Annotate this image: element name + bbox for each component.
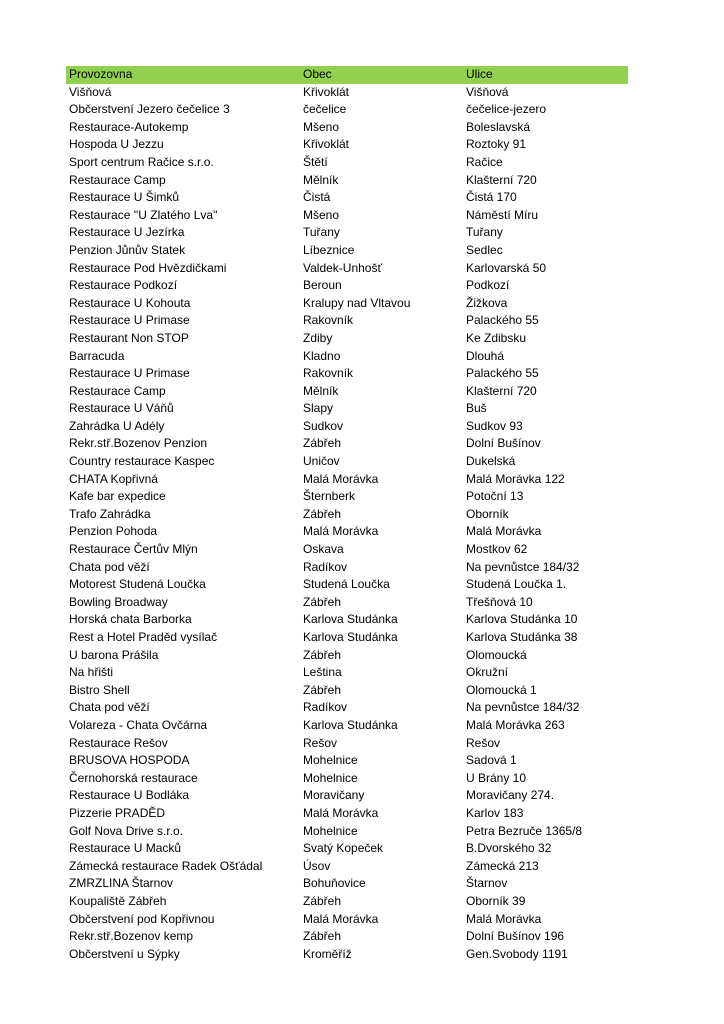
cell-obec: Mšeno	[303, 119, 340, 134]
cell-obec: Zábřeh	[303, 436, 342, 451]
cell-provozovna: Zámecká restaurace Radek Ošťádal	[69, 858, 263, 873]
cell-ulice: Roztoky 91	[466, 137, 527, 152]
table-row	[66, 418, 628, 436]
header-ulice: Ulice	[466, 67, 493, 81]
cell-ulice: Studená Loučka 1.	[466, 577, 567, 592]
cell-obec: Mohelnice	[303, 823, 358, 838]
table-row	[66, 858, 628, 876]
cell-provozovna: Hospoda U Jezzu	[69, 137, 164, 152]
table-row	[66, 172, 628, 190]
table-row	[66, 471, 628, 489]
cell-ulice: B.Dvorského 32	[466, 841, 552, 856]
table-row	[66, 506, 628, 524]
cell-provozovna: Občerstvení pod Kopřivnou	[69, 911, 215, 926]
cell-ulice: Boleslavská	[466, 119, 531, 134]
table-row	[66, 823, 628, 841]
table-body	[66, 84, 628, 964]
cell-provozovna: Restaurace Podkozí	[69, 278, 178, 293]
cell-obec: Kladno	[303, 348, 341, 363]
cell-provozovna: Občerstvení u Sýpky	[69, 946, 180, 961]
cell-ulice: Moravičany 274.	[466, 788, 555, 803]
cell-obec: Malá Morávka	[303, 471, 379, 486]
cell-ulice: Buš	[466, 401, 487, 416]
cell-ulice: Račice	[466, 154, 503, 169]
table-row	[66, 523, 628, 541]
cell-obec: Beroun	[303, 278, 342, 293]
header-provozovna: Provozovna	[69, 67, 133, 81]
cell-obec: Studená Loučka	[303, 577, 390, 592]
cell-provozovna: Restaurace U Macků	[69, 841, 182, 856]
cell-ulice: Sedlec	[466, 242, 503, 257]
cell-provozovna: Višňová	[69, 84, 112, 99]
cell-ulice: Olomoucká	[466, 647, 527, 662]
cell-ulice: Malá Morávka	[466, 524, 542, 539]
cell-obec: Mohelnice	[303, 753, 358, 768]
cell-obec: Slapy	[303, 401, 334, 416]
cell-obec: Rakovník	[303, 313, 354, 328]
cell-provozovna: Chata pod věží	[69, 700, 150, 715]
table-row	[66, 330, 628, 348]
table-row	[66, 875, 628, 893]
cell-provozovna: Motorest Studená Loučka	[69, 577, 206, 592]
cell-obec: Radíkov	[303, 559, 348, 574]
cell-ulice: Dukelská	[466, 454, 516, 469]
cell-obec: Křivoklát	[303, 84, 350, 99]
cell-ulice: Karlovarská 50	[466, 260, 547, 275]
table-row	[66, 383, 628, 401]
cell-ulice: Dlouhá	[466, 348, 505, 363]
cell-ulice: Na pevnůstce 184/32	[466, 700, 580, 715]
cell-obec: Zdiby	[303, 330, 333, 345]
spreadsheet-table	[66, 66, 628, 963]
cell-obec: Rakovník	[303, 366, 354, 381]
table-row	[66, 559, 628, 577]
cell-obec: Valdek-Unhošť	[303, 260, 382, 275]
table-row	[66, 260, 628, 278]
table-row	[66, 594, 628, 612]
cell-provozovna: Rekr.stř.Bozenov kemp	[69, 929, 194, 944]
cell-obec: Karlova Studánka	[303, 630, 398, 644]
cell-provozovna: Chata pod věží	[69, 559, 150, 574]
table-row	[66, 699, 628, 717]
table-row	[66, 84, 628, 102]
cell-ulice: Rešov	[466, 735, 501, 750]
cell-ulice: Klašterní 720	[466, 383, 537, 398]
cell-ulice: Mostkov 62	[466, 542, 528, 557]
cell-obec: Leština	[303, 665, 342, 680]
table-row	[66, 664, 628, 682]
cell-provozovna: Bistro Shell	[69, 682, 130, 697]
cell-provozovna: Penzion Jůnův Statek	[69, 242, 186, 257]
cell-ulice: Palackého 55	[466, 313, 539, 328]
cell-ulice: Klašterní 720	[466, 172, 537, 187]
table-row	[66, 576, 628, 594]
cell-provozovna: Restaurace ''U Zlatého Lva''	[69, 207, 218, 222]
table-row	[66, 611, 628, 629]
cell-provozovna: Restaurace Rešov	[69, 735, 168, 750]
cell-provozovna: Restaurace-Autokemp	[69, 119, 189, 134]
cell-ulice: Okružní	[466, 665, 509, 680]
table-row	[66, 735, 628, 753]
table-row	[66, 435, 628, 453]
table-row	[66, 136, 628, 154]
cell-obec: Zábřeh	[303, 506, 342, 521]
cell-ulice: Tuřany	[466, 225, 503, 240]
cell-obec: Čistá	[303, 190, 331, 205]
table-row	[66, 946, 628, 964]
cell-ulice: Zámecká 213	[466, 858, 539, 873]
cell-ulice: Náměstí Míru	[466, 207, 539, 222]
cell-obec: Mšeno	[303, 207, 340, 222]
cell-provozovna: Barracuda	[69, 348, 125, 363]
table-row	[66, 647, 628, 665]
cell-provozovna: Restaurace U Šimků	[69, 190, 180, 205]
cell-obec: čečelice	[303, 102, 347, 117]
cell-ulice: Sadová 1	[466, 753, 517, 768]
table-row	[66, 682, 628, 700]
table-row	[66, 189, 628, 207]
table-row	[66, 312, 628, 330]
cell-provozovna: Na hřišti	[69, 665, 114, 680]
cell-provozovna: Restaurace U Primase	[69, 366, 190, 381]
cell-ulice: Dolní Bušínov	[466, 436, 541, 451]
cell-provozovna: CHATA Kopřivná	[69, 471, 158, 486]
table-row	[66, 787, 628, 805]
cell-provozovna: Koupaliště Zábřeh	[69, 893, 167, 908]
cell-obec: Oskava	[303, 542, 344, 557]
cell-provozovna: BRUSOVA HOSPODA	[69, 753, 190, 768]
cell-obec: Karlova Studánka	[303, 612, 398, 627]
table-row	[66, 400, 628, 418]
cell-ulice: Podkozí	[466, 278, 510, 293]
table-row	[66, 928, 628, 946]
cell-ulice: U Brány 10	[466, 770, 527, 785]
cell-provozovna: Restaurace Čertův Mlýn	[69, 542, 198, 557]
cell-obec: Líbeznice	[303, 242, 355, 257]
cell-ulice: Oborník	[466, 506, 509, 521]
cell-obec: Štětí	[303, 154, 328, 169]
cell-provozovna: Volareza - Chata Ovčárna	[69, 717, 208, 732]
cell-ulice: Žižkova	[466, 295, 508, 310]
cell-provozovna: Pizzerie PRADĚD	[69, 805, 166, 820]
cell-obec: Kroměříž	[303, 946, 352, 961]
cell-ulice: Třešňová 10	[466, 594, 533, 609]
cell-ulice: čečelice-jezero	[466, 102, 547, 117]
cell-obec: Kralupy nad Vltavou	[303, 295, 411, 310]
cell-obec: Šternberk	[303, 489, 356, 504]
cell-provozovna: Bowling Broadway	[69, 594, 168, 609]
cell-provozovna: Horská chata Barborka	[69, 612, 192, 627]
cell-obec: Zábřeh	[303, 893, 342, 908]
cell-provozovna: Restaurace U Bodláka	[69, 788, 190, 803]
cell-provozovna: Občerstvení Jezero čečelice 3	[69, 102, 230, 117]
cell-ulice: Oborník 39	[466, 893, 526, 908]
cell-provozovna: Trafo Zahrádka	[69, 506, 151, 521]
cell-ulice: Dolní Bušínov 196	[466, 929, 565, 944]
header-obec: Obec	[303, 67, 332, 81]
table-row	[66, 805, 628, 823]
cell-provozovna: Restaurace Camp	[69, 383, 166, 398]
cell-provozovna: Kafe bar expedice	[69, 489, 166, 504]
cell-obec: Zábřeh	[303, 647, 342, 662]
cell-ulice: Potoční 13	[466, 489, 524, 504]
cell-obec: Malá Morávka	[303, 524, 379, 539]
cell-obec: Svatý Kopeček	[303, 841, 384, 856]
table-row	[66, 717, 628, 735]
cell-obec: Zábřeh	[303, 682, 342, 697]
cell-obec: Mělník	[303, 383, 339, 398]
cell-obec: Moravičany	[303, 788, 365, 803]
table-row	[66, 224, 628, 242]
cell-ulice: Višňová	[466, 84, 509, 99]
cell-obec: Zábřeh	[303, 594, 342, 609]
cell-provozovna: Restaurace U Váňů	[69, 401, 174, 416]
cell-obec: Mělník	[303, 172, 339, 187]
table-row	[66, 453, 628, 471]
cell-provozovna: U barona Prášila	[69, 647, 159, 662]
table-row	[66, 629, 628, 647]
cell-obec: Bohuňovice	[303, 876, 366, 891]
table-row	[66, 365, 628, 383]
cell-provozovna: Penzion Pohoda	[69, 524, 158, 539]
cell-obec: Křivoklát	[303, 137, 350, 152]
cell-ulice: Karlova Studánka 38	[466, 630, 578, 644]
cell-ulice: Gen.Svobody 1191	[466, 946, 568, 961]
table-row	[66, 893, 628, 911]
cell-provozovna: Zahrádka U Adély	[69, 418, 165, 433]
cell-obec: Sudkov	[303, 418, 344, 433]
cell-obec: Radíkov	[303, 700, 348, 715]
table-row	[66, 840, 628, 858]
cell-obec: Tuřany	[303, 225, 340, 240]
cell-obec: Uničov	[303, 454, 340, 469]
cell-ulice: Na pevnůstce 184/32	[466, 559, 580, 574]
table-row	[66, 277, 628, 295]
table-row	[66, 154, 628, 172]
cell-ulice: Olomoucká 1	[466, 682, 537, 697]
cell-provozovna: Rekr.stř.Bozenov Penzion	[69, 436, 208, 451]
cell-provozovna: Restaurace U Jezírka	[69, 225, 185, 240]
cell-ulice: Malá Morávka 263	[466, 717, 565, 732]
table-row	[66, 295, 628, 313]
cell-provozovna: Sport centrum Račice s.r.o.	[69, 154, 214, 169]
table-row	[66, 541, 628, 559]
cell-provozovna: Restaurace U Primase	[69, 313, 190, 328]
cell-provozovna: Golf Nova Drive s.r.o.	[69, 823, 184, 838]
cell-provozovna: Restaurace Pod Hvězdičkami	[69, 260, 227, 275]
cell-ulice: Palackého 55	[466, 366, 539, 381]
cell-ulice: Malá Morávka	[466, 911, 542, 926]
cell-ulice: Čistá 170	[466, 190, 517, 205]
cell-obec: Zábřeh	[303, 929, 342, 944]
cell-provozovna: Country restaurace Kaspec	[69, 454, 215, 469]
cell-provozovna: Restaurace U Kohouta	[69, 295, 191, 310]
cell-provozovna: Rest a Hotel Praděd vysílač	[69, 630, 218, 644]
table-row	[66, 770, 628, 788]
cell-obec: Malá Morávka	[303, 805, 379, 820]
cell-provozovna: Restaurant Non STOP	[69, 330, 189, 345]
cell-provozovna: ZMRZLINA Štarnov	[69, 876, 174, 891]
cell-ulice: Štarnov	[466, 876, 508, 891]
cell-ulice: Sudkov 93	[466, 418, 523, 433]
table-row	[66, 488, 628, 506]
cell-ulice: Ke Zdibsku	[466, 330, 527, 345]
cell-obec: Úsov	[303, 858, 331, 873]
table-row	[66, 207, 628, 225]
cell-obec: Malá Morávka	[303, 911, 379, 926]
cell-ulice: Petra Bezruče 1365/8	[466, 823, 583, 838]
table-row	[66, 752, 628, 770]
cell-provozovna: Černohorská restaurace	[69, 770, 198, 785]
table-row	[66, 119, 628, 137]
table-row	[66, 911, 628, 929]
cell-ulice: Karlov 183	[466, 805, 524, 820]
header-row	[66, 66, 628, 84]
cell-obec: Mohelnice	[303, 770, 358, 785]
cell-ulice: Karlova Studánka 10	[466, 612, 578, 627]
table-row	[66, 101, 628, 119]
table-row	[66, 348, 628, 366]
cell-ulice: Malá Morávka 122	[466, 471, 565, 486]
cell-obec: Rešov	[303, 735, 338, 750]
cell-obec: Karlova Studánka	[303, 717, 398, 732]
cell-provozovna: Restaurace Camp	[69, 172, 166, 187]
table-row	[66, 242, 628, 260]
